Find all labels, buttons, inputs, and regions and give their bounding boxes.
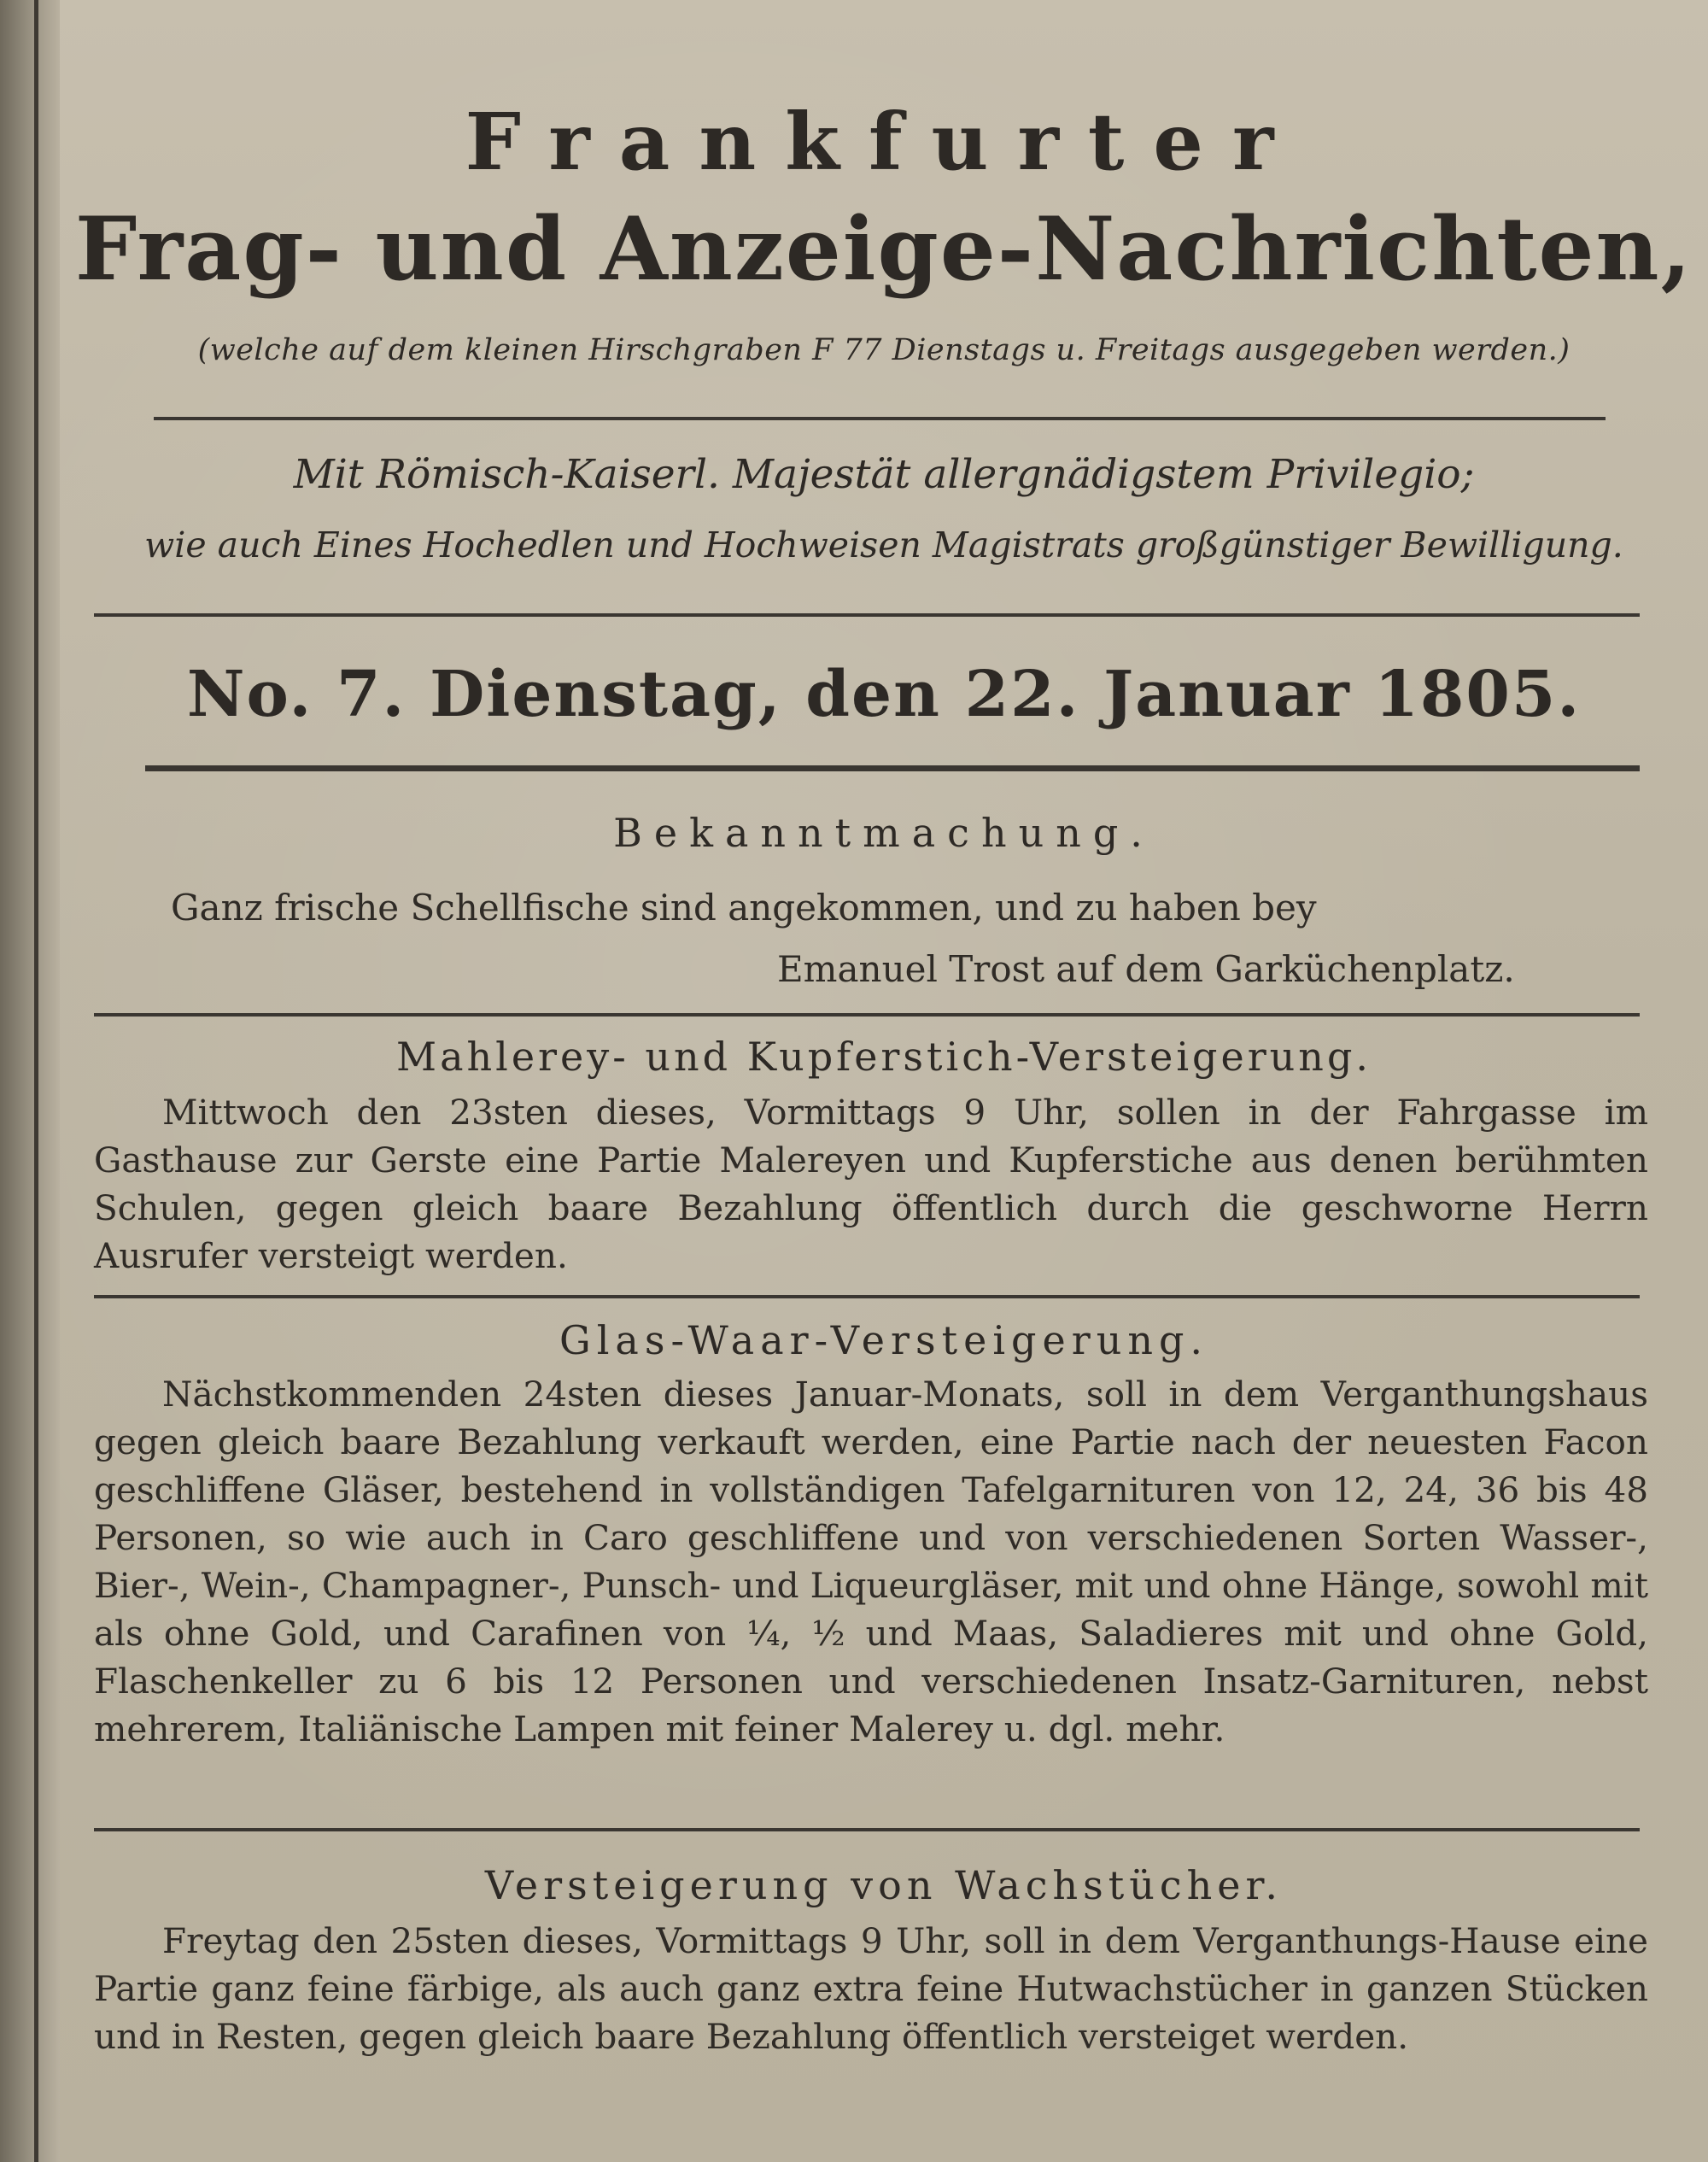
privilege-line1: Mit Römisch-Kaiserl. Majestät allergnädigstem Privilegio; bbox=[293, 451, 1475, 498]
masthead-subtitle: (welche auf dem kleinen Hirschgraben F 77 Dienstags u. Freitags ausgegeben werden.) bbox=[197, 333, 1571, 367]
notice-2-text: Mittwoch den 23sten dieses, Vormittags 9 Uhr, sollen in der Fahrgasse im Gasthause zur Gerste eine Partie Malereyen und Kupferstiche aus denen berühmten Schulen, gegen gleich baare Bezahlung öffentlich durch die geschworne Herrn Ausrufer versteigt werden. bbox=[94, 1092, 1648, 1276]
issue-number-date: No. 7. Dienstag, den 22. Januar 1805. bbox=[186, 658, 1582, 731]
rule-under-privilege bbox=[94, 613, 1640, 617]
notice-4-text: Freytag den 25sten dieses, Vormittags 9 Uhr, soll in dem Verganthungs-Hause eine Partie ganz feine färbige, als auch ganz extra feine Hutwachstücher in ganzen Stücken und in Resten, gegen gleich baare Bezahlung öffentlich versteiget werden. bbox=[94, 1920, 1648, 2057]
notice-heading-glas-waar: Glas-Waar-Versteigerung. bbox=[559, 1317, 1209, 1363]
rule-after-notice-2 bbox=[94, 1295, 1640, 1298]
page-spine-shadow bbox=[0, 0, 60, 2162]
rule-under-issue bbox=[145, 765, 1640, 771]
notice-1-line1: Ganz frische Schellfische sind angekommen, und zu haben bey bbox=[171, 887, 1317, 929]
newspaper-page bbox=[60, 0, 1708, 2162]
rule-under-subtitle bbox=[154, 417, 1606, 420]
rule-after-notice-3 bbox=[94, 1828, 1640, 1831]
notice-heading-wachstuecher: Versteigerung von Wachstücher. bbox=[484, 1862, 1284, 1908]
privilege-line2: wie auch Eines Hochedlen und Hochweisen Magistrats großgünstiger Bewilligung. bbox=[144, 524, 1623, 565]
notice-heading-kupferstich: Mahlerey- und Kupferstich-Versteigerung. bbox=[395, 1034, 1372, 1080]
binding-edge bbox=[34, 0, 38, 2162]
notice-1-line2: Emanuel Trost auf dem Garküchenplatz. bbox=[777, 948, 1515, 990]
notice-heading-bekanntmachung: Bekanntmachung. bbox=[613, 810, 1155, 856]
masthead-title-line2: Frag- und Anzeige-Nachrichten, bbox=[74, 198, 1693, 301]
masthead-title-line1: Frankfurter bbox=[465, 96, 1303, 188]
rule-after-notice-1 bbox=[94, 1013, 1640, 1017]
notice-3-text: Nächstkommenden 24sten dieses Januar-Monats, soll in dem Verganthungshaus gegen gleich baare Bezahlung verkauft werden, eine Partie nach der neuesten Facon geschliffene Gläser, bestehend in vollständigen Tafelgarnituren von 12, 24, 36 bis 48 Personen, so wie auch in Caro geschliffene und von verschiedenen Sorten Wasser-, Bier-, Wein-, Champagner-, Punsch- und Liqueurgläser, mit und ohne Hänge, sowohl mit als ohne Gold, und Carafinen von ¼, ½ und Maas, Saladieres mit und ohne Gold, Flaschenkeller zu 6 bis 12 Personen und verschiedenen Insatz-Garnituren, nebst mehrerem, Italiänische Lampen mit feiner Malerey u. dgl. mehr. bbox=[94, 1374, 1648, 1749]
